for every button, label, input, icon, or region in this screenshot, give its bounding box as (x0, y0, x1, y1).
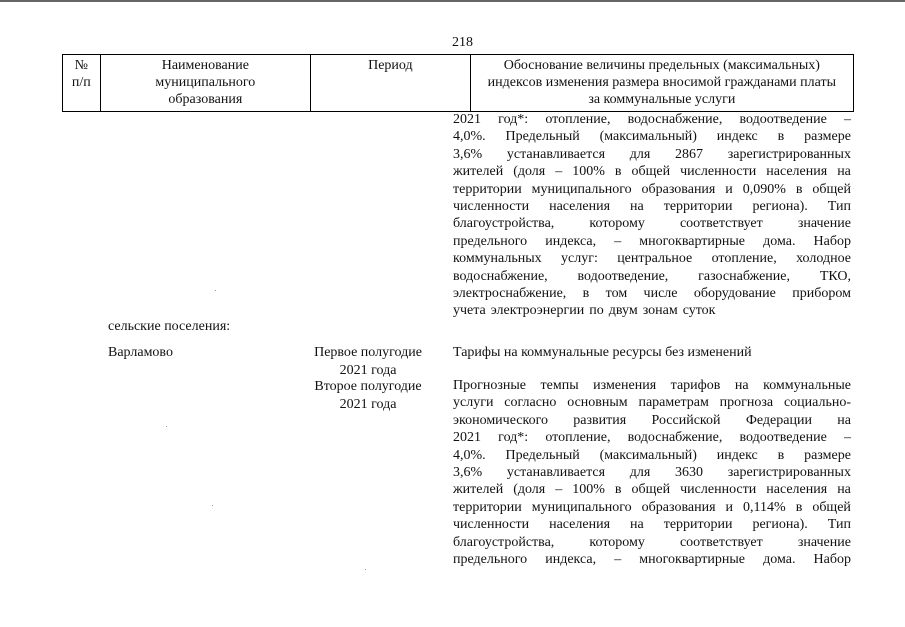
header-col-number (63, 55, 101, 112)
word: Предельный (505, 447, 580, 463)
word: устанавливается (506, 146, 606, 162)
word: суток (682, 303, 716, 319)
scan-speck (365, 569, 366, 570)
word: территории (453, 181, 522, 197)
header-col-basis (470, 55, 853, 112)
word: населения (766, 482, 828, 498)
word: отопление, (711, 251, 777, 267)
word: водоотведение, (577, 268, 669, 284)
word: которому (589, 216, 645, 232)
word: в (614, 164, 622, 180)
word: 3,6% (453, 464, 483, 480)
word: год*: (498, 112, 529, 127)
scan-speck (215, 290, 216, 291)
word: темпы (540, 378, 579, 393)
word: (доля (513, 482, 546, 498)
text-line (453, 534, 851, 551)
text-line (453, 128, 851, 145)
word: электроэнергии (490, 303, 585, 319)
word: 3,6% (453, 146, 483, 162)
header-text: индексов изменения размера вносимой гражданами платы (487, 75, 837, 90)
word: жителей (453, 482, 504, 498)
word: на (630, 198, 644, 214)
word: населения (549, 198, 611, 214)
word: предельного (453, 233, 528, 249)
text-line (453, 146, 851, 163)
second-half-basis-paragraph (453, 377, 851, 568)
text-line (453, 412, 851, 429)
period-first-half (305, 344, 431, 380)
word: в (582, 285, 590, 301)
word: изменения (593, 378, 657, 393)
word: Российской (651, 412, 721, 428)
word: Федерации (745, 412, 812, 428)
word: двум (608, 303, 638, 319)
word: 100% (572, 482, 605, 498)
text-line (453, 464, 851, 481)
word: Прогнозные (453, 378, 526, 393)
word: 2021 (453, 112, 481, 127)
header-text: п/п (71, 75, 91, 90)
word: численности (680, 482, 757, 498)
page-number: 218 (452, 35, 473, 50)
text-line (453, 250, 851, 267)
word: Тип (827, 517, 851, 533)
word: на (837, 412, 851, 428)
word: Набор (813, 233, 851, 249)
word: соответствует (679, 534, 763, 550)
word: отопление, (545, 112, 611, 127)
word: зонам (642, 303, 678, 319)
word: прогноза (719, 395, 774, 411)
word: экономического (453, 412, 548, 428)
word: услуг: (561, 251, 598, 267)
word: в (777, 129, 785, 145)
word: том (605, 285, 628, 301)
word: согласно (504, 395, 557, 411)
header-text: муниципального (155, 75, 256, 90)
word: на (630, 517, 644, 533)
word: образования (641, 499, 716, 515)
word: многоквартирные (639, 551, 746, 567)
header-col-municipality (100, 55, 310, 112)
word: – (843, 430, 851, 446)
word: зарегистрированных (727, 464, 851, 480)
word: год*: (498, 430, 529, 446)
word: населения (549, 517, 611, 533)
word: газоснабжение, (698, 268, 790, 284)
word: общей (812, 181, 851, 197)
word: услуги (453, 395, 494, 411)
section-label: сельские поселения: (108, 319, 231, 334)
scan-speck (212, 505, 213, 506)
word: на (734, 378, 749, 393)
word: – (555, 164, 563, 180)
word: ТКО, (819, 268, 851, 284)
period-text: Второе полугодие (314, 379, 422, 394)
text-line (453, 285, 851, 302)
word: общей (631, 164, 671, 180)
word: по (589, 303, 604, 319)
word: коммунальных (453, 251, 542, 267)
word: числе (643, 285, 678, 301)
word: на (837, 164, 851, 180)
continuation-paragraph (453, 111, 851, 320)
word: в (795, 181, 803, 197)
word: 0,090% (742, 181, 786, 197)
period-second-half (305, 378, 431, 414)
text-line (453, 198, 851, 215)
word: численности (453, 517, 530, 533)
word: – (614, 551, 622, 567)
word: в (795, 499, 803, 515)
word: численности (453, 198, 530, 214)
word: водоснабжение, (627, 430, 723, 446)
word: прибором (792, 285, 851, 301)
word: (доля (513, 164, 546, 180)
word: 2021 (453, 430, 481, 446)
page-top-border (0, 0, 905, 2)
word: территории (663, 198, 733, 214)
text-line (453, 111, 851, 128)
word: зарегистрированных (727, 146, 851, 162)
word: региона). (752, 198, 808, 214)
word: для (629, 146, 651, 162)
word: 3630 (675, 464, 704, 480)
word: 2867 (675, 146, 704, 162)
word: учета (453, 303, 486, 319)
word: электроснабжение, (453, 285, 567, 301)
word: основным (567, 395, 628, 411)
word: размере (804, 129, 851, 145)
word: центральное (617, 251, 693, 267)
word: соответствует (679, 216, 763, 232)
word: жителей (453, 164, 504, 180)
word: 4,0%. (453, 129, 486, 145)
text-line (453, 447, 851, 464)
word: значение (797, 216, 851, 232)
word: устанавливается (506, 464, 606, 480)
word: значение (797, 534, 851, 550)
word: населения (766, 164, 828, 180)
text-line (453, 181, 851, 198)
word: на (837, 482, 851, 498)
word: развития (573, 412, 627, 428)
word: водоотведение (739, 430, 827, 446)
word: водоотведение (739, 112, 827, 127)
word: Предельный (505, 129, 580, 145)
first-half-basis: Тарифы на коммунальные ресурсы без изменений (453, 345, 752, 360)
word: – (555, 482, 563, 498)
text-line (453, 215, 851, 232)
word: общей (812, 499, 851, 515)
word: территории (453, 499, 522, 515)
header-text: образования (168, 92, 243, 107)
text-line (453, 551, 851, 568)
word: муниципального (531, 181, 632, 197)
header-text: Обоснование величины предельных (максимальных) (503, 58, 820, 73)
scan-speck (166, 426, 167, 427)
word: территории (663, 517, 733, 533)
word: многоквартирные (639, 233, 746, 249)
word: – (614, 233, 622, 249)
word: 0,114% (743, 499, 786, 515)
word: благоустройства, (453, 216, 555, 232)
word: тарифов (670, 378, 721, 393)
word: образования (641, 181, 716, 197)
word: водоснабжение, (627, 112, 723, 127)
word: социально- (783, 395, 851, 411)
text-line (453, 302, 851, 319)
header-text: № (74, 58, 88, 73)
word: Набор (813, 551, 851, 567)
word: для (629, 464, 651, 480)
text-line (453, 377, 851, 394)
period-text: 2021 года (339, 363, 397, 378)
word: благоустройства, (453, 534, 555, 550)
word: – (843, 112, 851, 127)
word: оборудование (693, 285, 776, 301)
word: Тип (827, 198, 851, 214)
word: (максимальный) (599, 129, 697, 145)
period-text: 2021 года (339, 397, 397, 412)
word: в (777, 447, 785, 463)
text-line (453, 163, 851, 180)
word: индекс (716, 447, 758, 463)
word: размере (804, 447, 851, 463)
word: 4,0%. (453, 447, 486, 463)
word: численности (680, 164, 757, 180)
text-line (453, 429, 851, 446)
word: индекса, (545, 551, 597, 567)
word: холодное (796, 251, 851, 267)
word: дома. (763, 233, 796, 249)
word: отопление, (545, 430, 611, 446)
text-line (453, 233, 851, 250)
word: предельного (453, 551, 528, 567)
municipality-name: Варламово (108, 345, 173, 360)
word: которому (589, 534, 645, 550)
word: (максимальный) (599, 447, 697, 463)
word: в (614, 482, 622, 498)
word: муниципального (531, 499, 632, 515)
header-text: Наименование (161, 58, 249, 73)
word: 100% (572, 164, 605, 180)
text-line (453, 516, 851, 533)
word: индекс (716, 129, 758, 145)
text-line (453, 394, 851, 411)
word: индекса, (545, 233, 597, 249)
word: общей (631, 482, 671, 498)
word: параметрам (638, 395, 709, 411)
word: и (725, 181, 733, 197)
text-line (453, 268, 851, 285)
text-line (453, 481, 851, 498)
header-text: за коммунальные услуги (588, 92, 736, 107)
word: дома. (763, 551, 796, 567)
header-text: Период (368, 58, 413, 73)
header-col-period (311, 55, 471, 112)
period-text: Первое полугодие (314, 345, 422, 360)
word: водоснабжение, (453, 268, 548, 284)
word: и (725, 499, 734, 515)
word: региона). (752, 517, 808, 533)
table-header (62, 54, 854, 112)
word: коммунальные (763, 378, 851, 393)
text-line (453, 499, 851, 516)
